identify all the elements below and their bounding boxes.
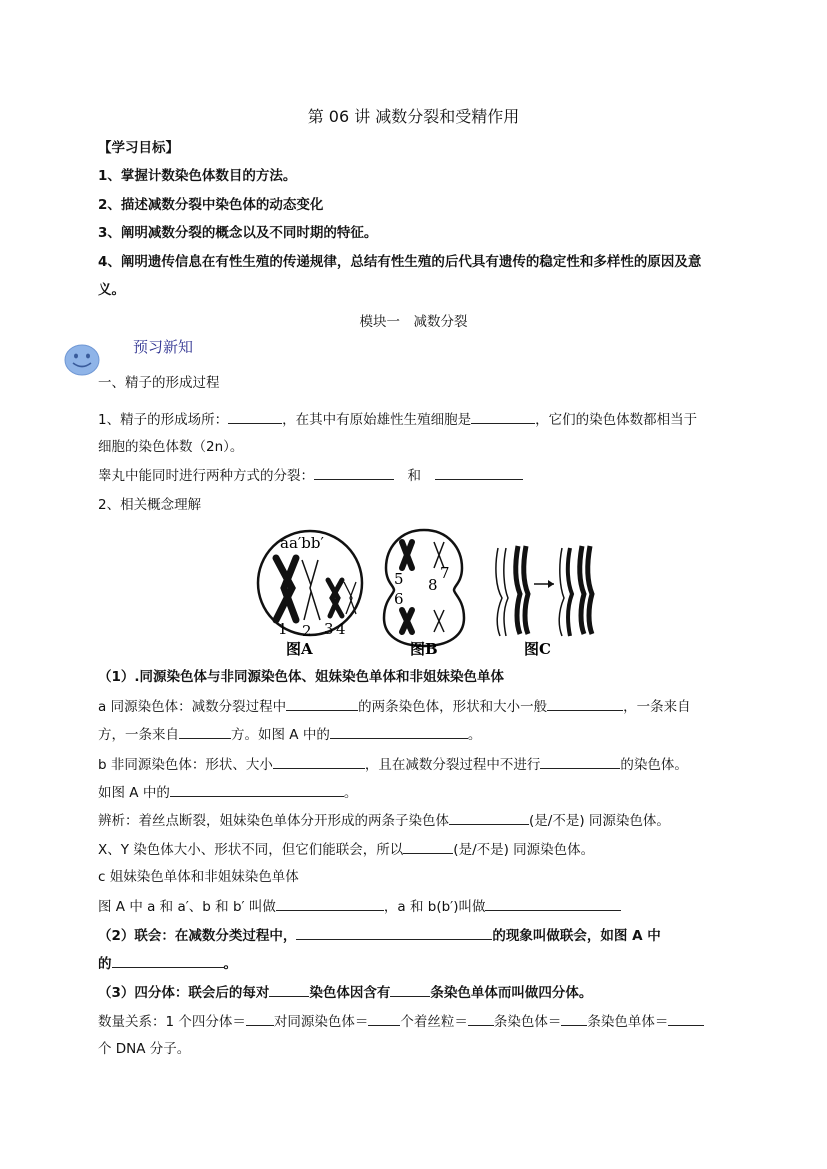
quantity-line: 数量关系：1 个四分体＝ 对同源染色体＝ 个着丝粒＝ 条染色体＝ 条染色单体＝: [98, 1012, 704, 1031]
figure-a-num-4: 4: [336, 620, 346, 638]
objective-item: 3、阐明减数分裂的概念以及不同时期的特征。: [98, 225, 378, 241]
figure-b: [384, 530, 464, 658]
blank[interactable]: [540, 755, 620, 769]
blank[interactable]: [179, 725, 231, 739]
objectives-header: 【学习目标】: [98, 140, 179, 156]
objective-item: 2、描述减数分裂中染色体的动态变化: [98, 197, 324, 213]
figure-a-num-2: 2: [302, 622, 312, 640]
concept-b: b 非同源染色体：形状、大小 ，且在减数分裂过程中不进行 的染色体。: [98, 757, 688, 773]
figure-b-num-7: 7: [440, 564, 450, 582]
blank[interactable]: [330, 725, 468, 739]
figure-c: [496, 546, 592, 658]
analysis-line: 辨析：着丝点断裂，姐妹染色单体分开形成的两条子染色体 (是/不是) 同源染色体。: [98, 813, 670, 829]
blank[interactable]: [368, 1012, 400, 1026]
concept-b-cont: 如图 A 中的 。: [98, 785, 358, 801]
concept-c: c 姐妹染色单体和非姐妹染色单体: [98, 869, 299, 885]
blank[interactable]: [170, 783, 344, 797]
blank[interactable]: [471, 410, 535, 424]
blank[interactable]: [403, 840, 453, 854]
figure-c-label: 图C: [524, 640, 551, 658]
blank[interactable]: [449, 811, 529, 825]
objective-item: 4、阐明遗传信息在有性生殖的传递规律，总结有性生殖的后代具有遗传的稳定性和多样性的原因及意: [98, 254, 702, 270]
question-2: 2、相关概念理解: [98, 497, 202, 513]
blank[interactable]: [246, 1012, 274, 1026]
blank[interactable]: [273, 755, 365, 769]
figure-b-num-5: 5: [394, 570, 404, 588]
concept-c-line: 图 A 中 a 和 a′、b 和 b′ 叫做 ，a 和 b(b′)叫做: [98, 897, 621, 916]
synapsis-line: （2）联会：在减数分类过程中， 的现象叫做联会，如图 A 中: [98, 928, 661, 944]
blank[interactable]: [468, 1012, 494, 1026]
smiley-icon: [64, 344, 100, 380]
blank[interactable]: [547, 697, 623, 711]
figure-a-num-3: 3: [324, 620, 334, 638]
objective-item: 1、掌握计数染色体数目的方法。: [98, 168, 297, 184]
blank[interactable]: [314, 466, 394, 480]
xy-line: X、Y 染色体大小、形状不同，但它们能联会，所以 (是/不是) 同源染色体。: [98, 842, 595, 858]
figure-a-top-label: aa′bb′: [280, 534, 324, 552]
section-heading: 一、精子的形成过程: [98, 375, 220, 391]
objective-item: 义。: [98, 282, 125, 298]
concept-heading-1: （1）.同源染色体与非同源染色体、姐妹染色单体和非姐妹染色单体: [98, 669, 505, 685]
blank[interactable]: [668, 1012, 704, 1026]
blank[interactable]: [561, 1012, 587, 1026]
concept-a-cont: 方，一条来自 方。如图 A 中的 。: [98, 727, 482, 743]
figure-a-num-1: 1: [278, 620, 288, 638]
figure-b-num-8: 8: [428, 576, 438, 594]
chromosome-figure: [252, 528, 602, 662]
blank[interactable]: [435, 466, 523, 480]
blank[interactable]: [296, 926, 492, 940]
blank[interactable]: [228, 410, 282, 424]
page-title: 第 06 讲 减数分裂和受精作用: [307, 107, 520, 126]
figure-a: [258, 531, 362, 658]
quantity-line-cont: 个 DNA 分子。: [98, 1041, 191, 1057]
blank[interactable]: [390, 983, 430, 997]
module-heading: 模块一 减数分裂: [359, 314, 468, 330]
blank[interactable]: [286, 697, 358, 711]
question-1b: 睾丸中能同时进行两种方式的分裂： 和: [98, 466, 523, 485]
synapsis-line-cont: 的 。: [98, 956, 237, 972]
blank[interactable]: [485, 897, 621, 911]
question-1: 1、精子的形成场所： ，在其中有原始雄性生殖细胞是 ，它们的染色体数都相当于: [98, 412, 698, 428]
preview-label: 预习新知: [133, 338, 194, 356]
figure-b-num-6: 6: [394, 590, 404, 608]
figure-a-label: 图A: [286, 640, 313, 658]
concept-a: a 同源染色体：减数分裂过程中 的两条染色体，形状和大小一般 ，一条来自: [98, 699, 691, 715]
blank[interactable]: [276, 897, 384, 911]
question-1-cont: 细胞的染色体数（2n）。: [98, 439, 244, 455]
blank[interactable]: [112, 954, 224, 968]
figure-b-label: 图B: [410, 640, 438, 658]
tetrad-line: （3）四分体：联会后的每对 染色体因含有 条染色单体而叫做四分体。: [98, 985, 593, 1001]
blank[interactable]: [269, 983, 309, 997]
